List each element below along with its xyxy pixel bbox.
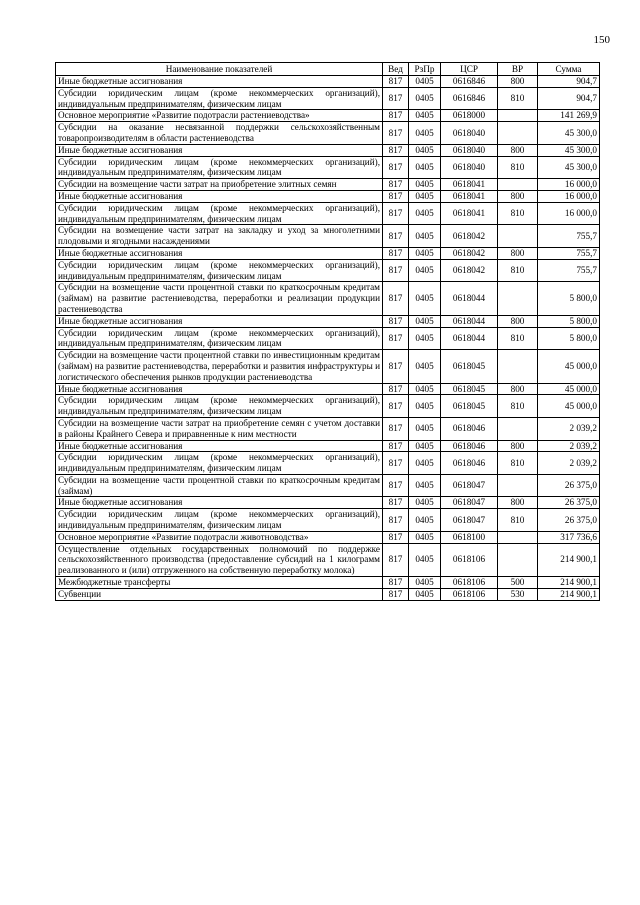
cell-sum: 26 375,0 [538,497,600,509]
table-row [56,383,600,395]
cell-csr: 0618046 [441,417,498,440]
table-row [56,509,600,532]
cell-ved: 817 [383,144,409,156]
cell-rzpr: 0405 [409,259,441,282]
cell-vr [498,225,538,248]
table-row [56,417,600,440]
cell-name: Субсидии юридическим лицам (кроме некоммерческих организаций), индивидуальным предпринимателям, физическим лицам [56,327,383,350]
cell-ved: 817 [383,247,409,259]
cell-vr [498,350,538,383]
cell-rzpr: 0405 [409,110,441,122]
cell-rzpr: 0405 [409,190,441,202]
cell-sum: 2 039,2 [538,440,600,452]
cell-ved: 817 [383,509,409,532]
cell-csr: 0618100 [441,531,498,543]
cell-vr: 810 [498,156,538,179]
budget-table [55,62,600,601]
table-row [56,144,600,156]
cell-sum: 755,7 [538,247,600,259]
cell-csr: 0618040 [441,122,498,145]
cell-vr: 530 [498,588,538,600]
cell-ved: 817 [383,87,409,110]
cell-rzpr: 0405 [409,497,441,509]
table-row [56,225,600,248]
cell-csr: 0618044 [441,327,498,350]
cell-name: Субсидии юридическим лицам (кроме некоммерческих организаций), индивидуальным предпринимателям, физическим лицам [56,156,383,179]
table-row [56,474,600,497]
table-row [56,156,600,179]
cell-sum: 45 000,0 [538,350,600,383]
cell-rzpr: 0405 [409,87,441,110]
header-ved: Вед [383,63,409,76]
cell-csr: 0618040 [441,156,498,179]
cell-vr [498,110,538,122]
cell-name: Межбюджетные трансферты [56,577,383,589]
cell-rzpr: 0405 [409,76,441,88]
cell-sum: 5 800,0 [538,315,600,327]
cell-sum: 904,7 [538,87,600,110]
table-row [56,350,600,383]
cell-rzpr: 0405 [409,144,441,156]
cell-name: Субсидии на оказание несвязанной поддержки сельскохозяйственным товаропроизводителям в области растениеводства [56,122,383,145]
cell-ved: 817 [383,497,409,509]
cell-sum: 45 000,0 [538,383,600,395]
cell-csr: 0616846 [441,87,498,110]
cell-csr: 0618106 [441,543,498,576]
cell-name: Основное мероприятие «Развитие подотрасли животноводства» [56,531,383,543]
cell-vr: 810 [498,87,538,110]
table-row [56,110,600,122]
cell-sum: 214 900,1 [538,543,600,576]
cell-rzpr: 0405 [409,440,441,452]
cell-name: Субсидии на возмещение части затрат на приобретение элитных семян [56,179,383,191]
cell-rzpr: 0405 [409,474,441,497]
cell-vr: 810 [498,202,538,225]
cell-rzpr: 0405 [409,452,441,475]
cell-name: Субсидии юридическим лицам (кроме некоммерческих организаций), индивидуальным предпринимателям, физическим лицам [56,395,383,418]
cell-sum: 317 736,6 [538,531,600,543]
cell-name: Субсидии на возмещение части процентной ставки по краткосрочным кредитам (займам) [56,474,383,497]
table-row [56,179,600,191]
cell-ved: 817 [383,543,409,576]
table-row [56,531,600,543]
cell-name: Субсидии на возмещение части процентной ставки по инвестиционным кредитам (займам) на развитие растениеводства, переработки и развития инфраструктуры и логистического обеспечения рынков продукции растениеводства [56,350,383,383]
cell-csr: 0618045 [441,395,498,418]
cell-name: Осуществление отдельных государственных полномочий по поддержке сельскохозяйственного производства (предоставление субсидий на 1 килограмм реализованного и (или) отгруженного на собственную переработку молока) [56,543,383,576]
table-row [56,282,600,315]
cell-rzpr: 0405 [409,247,441,259]
table-row [56,315,600,327]
cell-csr: 0618046 [441,440,498,452]
cell-rzpr: 0405 [409,156,441,179]
cell-vr: 810 [498,395,538,418]
cell-sum: 26 375,0 [538,509,600,532]
cell-ved: 817 [383,315,409,327]
cell-ved: 817 [383,417,409,440]
cell-vr [498,474,538,497]
cell-name: Субсидии юридическим лицам (кроме некоммерческих организаций), индивидуальным предпринимателям, физическим лицам [56,452,383,475]
table-row [56,122,600,145]
cell-sum: 214 900,1 [538,588,600,600]
cell-ved: 817 [383,440,409,452]
cell-rzpr: 0405 [409,543,441,576]
cell-csr: 0618047 [441,509,498,532]
cell-ved: 817 [383,452,409,475]
table-row [56,452,600,475]
cell-name: Иные бюджетные ассигнования [56,440,383,452]
cell-sum: 141 269,9 [538,110,600,122]
cell-vr: 810 [498,259,538,282]
cell-vr: 800 [498,76,538,88]
cell-name: Иные бюджетные ассигнования [56,315,383,327]
cell-vr: 800 [498,315,538,327]
cell-sum: 755,7 [538,259,600,282]
cell-name: Субвенции [56,588,383,600]
table-row [56,87,600,110]
table-row [56,76,600,88]
cell-csr: 0618000 [441,110,498,122]
cell-csr: 0618041 [441,179,498,191]
cell-name: Субсидии юридическим лицам (кроме некоммерческих организаций), индивидуальным предпринимателям, физическим лицам [56,202,383,225]
cell-rzpr: 0405 [409,588,441,600]
cell-sum: 755,7 [538,225,600,248]
cell-vr [498,543,538,576]
cell-sum: 904,7 [538,76,600,88]
cell-ved: 817 [383,76,409,88]
cell-vr: 810 [498,327,538,350]
cell-rzpr: 0405 [409,350,441,383]
cell-csr: 0618044 [441,282,498,315]
table-row [56,395,600,418]
cell-ved: 817 [383,577,409,589]
cell-csr: 0618042 [441,225,498,248]
cell-csr: 0618042 [441,247,498,259]
cell-csr: 0618040 [441,144,498,156]
cell-csr: 0618046 [441,452,498,475]
cell-rzpr: 0405 [409,395,441,418]
cell-vr: 800 [498,440,538,452]
cell-ved: 817 [383,282,409,315]
cell-name: Субсидии юридическим лицам (кроме некоммерческих организаций), индивидуальным предпринимателям, физическим лицам [56,87,383,110]
cell-rzpr: 0405 [409,282,441,315]
table-row [56,497,600,509]
cell-rzpr: 0405 [409,577,441,589]
cell-name: Субсидии на возмещение части затрат на закладку и уход за многолетними плодовыми и ягодными насаждениями [56,225,383,248]
cell-sum: 214 900,1 [538,577,600,589]
cell-ved: 817 [383,383,409,395]
cell-csr: 0618106 [441,577,498,589]
table-row [56,588,600,600]
cell-vr: 800 [498,144,538,156]
table-row [56,577,600,589]
cell-csr: 0618044 [441,315,498,327]
cell-name: Иные бюджетные ассигнования [56,190,383,202]
cell-ved: 817 [383,110,409,122]
cell-ved: 817 [383,531,409,543]
cell-vr: 800 [498,497,538,509]
cell-vr [498,417,538,440]
cell-name: Иные бюджетные ассигнования [56,76,383,88]
cell-rzpr: 0405 [409,315,441,327]
cell-csr: 0618047 [441,497,498,509]
table-row [56,190,600,202]
cell-name: Субсидии на возмещение части процентной ставки по краткосрочным кредитам (займам) на развитие растениеводства, переработки и реализации продукции растениеводства [56,282,383,315]
cell-name: Иные бюджетные ассигнования [56,144,383,156]
cell-ved: 817 [383,202,409,225]
cell-rzpr: 0405 [409,122,441,145]
cell-ved: 817 [383,122,409,145]
cell-csr: 0618041 [441,190,498,202]
cell-csr: 0618047 [441,474,498,497]
cell-sum: 5 800,0 [538,282,600,315]
cell-name: Иные бюджетные ассигнования [56,383,383,395]
cell-ved: 817 [383,190,409,202]
table-row [56,247,600,259]
cell-vr [498,531,538,543]
cell-rzpr: 0405 [409,179,441,191]
cell-ved: 817 [383,395,409,418]
cell-ved: 817 [383,259,409,282]
cell-sum: 16 000,0 [538,202,600,225]
header-name: Наименование показателей [56,63,383,76]
cell-ved: 817 [383,588,409,600]
cell-ved: 817 [383,156,409,179]
cell-ved: 817 [383,327,409,350]
cell-name: Субсидии юридическим лицам (кроме некоммерческих организаций), индивидуальным предпринимателям, физическим лицам [56,259,383,282]
cell-vr: 800 [498,383,538,395]
page-number: 150 [593,34,610,46]
cell-csr: 0618106 [441,588,498,600]
table-row [56,202,600,225]
cell-sum: 45 000,0 [538,395,600,418]
cell-vr [498,282,538,315]
cell-name: Субсидии юридическим лицам (кроме некоммерческих организаций), индивидуальным предпринимателям, физическим лицам [56,509,383,532]
cell-vr: 800 [498,247,538,259]
cell-rzpr: 0405 [409,509,441,532]
cell-sum: 26 375,0 [538,474,600,497]
cell-csr: 0618045 [441,383,498,395]
cell-sum: 2 039,2 [538,452,600,475]
cell-sum: 16 000,0 [538,179,600,191]
table-row [56,440,600,452]
table-row [56,259,600,282]
cell-rzpr: 0405 [409,327,441,350]
cell-sum: 5 800,0 [538,327,600,350]
cell-ved: 817 [383,350,409,383]
cell-name: Субсидии на возмещение части затрат на приобретение семян с учетом доставки в районы Крайнего Севера и приравненные к ним местности [56,417,383,440]
cell-ved: 817 [383,225,409,248]
cell-sum: 45 300,0 [538,156,600,179]
cell-name: Иные бюджетные ассигнования [56,497,383,509]
cell-vr: 810 [498,509,538,532]
header-vr: ВР [498,63,538,76]
cell-rzpr: 0405 [409,383,441,395]
cell-sum: 45 300,0 [538,144,600,156]
cell-ved: 817 [383,179,409,191]
cell-sum: 45 300,0 [538,122,600,145]
cell-rzpr: 0405 [409,202,441,225]
cell-name: Иные бюджетные ассигнования [56,247,383,259]
cell-vr [498,122,538,145]
cell-rzpr: 0405 [409,417,441,440]
cell-vr [498,179,538,191]
cell-csr: 0618042 [441,259,498,282]
cell-csr: 0616846 [441,76,498,88]
header-csr: ЦСР [441,63,498,76]
cell-vr: 500 [498,577,538,589]
cell-vr: 810 [498,452,538,475]
cell-name: Основное мероприятие «Развитие подотрасли растениеводства» [56,110,383,122]
header-sum: Сумма [538,63,600,76]
cell-sum: 2 039,2 [538,417,600,440]
cell-rzpr: 0405 [409,225,441,248]
cell-csr: 0618045 [441,350,498,383]
cell-sum: 16 000,0 [538,190,600,202]
table-body [56,76,600,601]
header-rzpr: РзПр [409,63,441,76]
table-header-row [56,63,600,76]
table-row [56,327,600,350]
cell-csr: 0618041 [441,202,498,225]
cell-vr: 800 [498,190,538,202]
cell-ved: 817 [383,474,409,497]
cell-rzpr: 0405 [409,531,441,543]
table-row [56,543,600,576]
